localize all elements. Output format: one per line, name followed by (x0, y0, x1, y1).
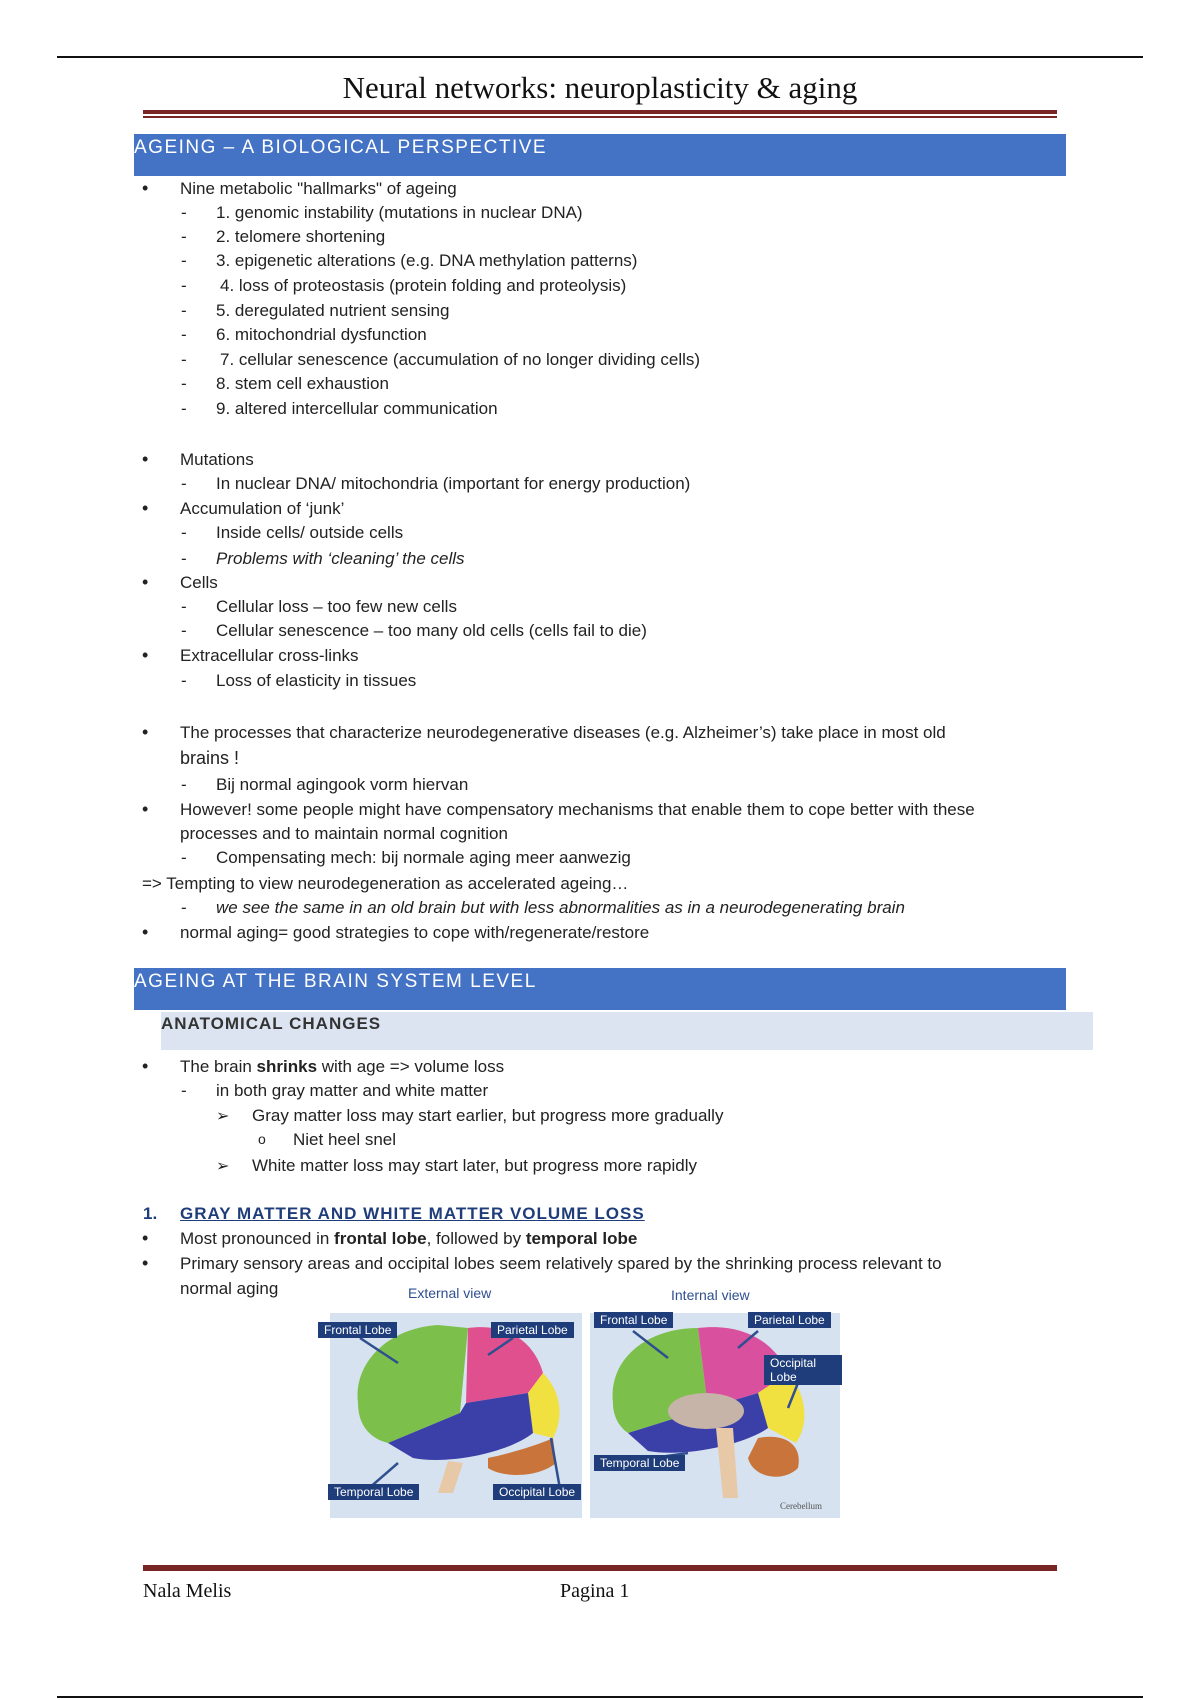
dash-icon: - (181, 276, 187, 295)
cells-sub: Cellular senescence – too many old cells (cells fail to die) (216, 621, 647, 640)
primary-line1: Primary sensory areas and occipital lobes seem relatively spared by the shrinking process relevant to (180, 1254, 942, 1273)
list-item: 9. altered intercellular communication (216, 399, 498, 418)
volume-loss-heading: GRAY MATTER AND WHITE MATTER VOLUME LOSS (180, 1204, 645, 1223)
primary-line2: normal aging (180, 1279, 279, 1298)
dash-icon: - (181, 227, 187, 246)
bullet-icon: • (142, 922, 149, 942)
frontal-lobe-bold: frontal lobe (334, 1229, 427, 1248)
section-heading-brain-system: AGEING AT THE BRAIN SYSTEM LEVEL (134, 968, 1066, 1010)
mutations-sub: In nuclear DNA/ mitochondria (important for energy production) (216, 474, 691, 493)
gray-matter-item: Gray matter loss may start earlier, but progress more gradually (252, 1106, 724, 1125)
junk-sub: Inside cells/ outside cells (216, 523, 404, 542)
page-bottom-rule (57, 1696, 1143, 1698)
dash-icon: - (181, 671, 187, 690)
shrinks-pre: The brain (180, 1057, 257, 1076)
hallmarks-intro: Nine metabolic "hallmarks" of ageing (180, 179, 457, 198)
bullet-icon: • (142, 722, 149, 742)
list-item: 7. cellular senescence (accumulation of no longer dividing cells) (220, 350, 701, 369)
dash-icon: - (181, 350, 187, 369)
list-item: 5. deregulated nutrient sensing (216, 301, 450, 320)
mutations-item: Mutations (180, 450, 254, 469)
bullet-icon: • (142, 1056, 149, 1076)
bullet-icon: • (142, 1228, 149, 1248)
shrinks-item (180, 1057, 504, 1077)
bullet-icon: • (142, 498, 149, 518)
internal-temporal-label: Temporal Lobe (594, 1455, 685, 1471)
frontal-pre: Most pronounced in (180, 1229, 335, 1248)
dash-icon: - (181, 775, 187, 794)
title-underline (143, 110, 1057, 114)
bullet-icon: • (142, 572, 149, 592)
bullet-icon: • (142, 799, 149, 819)
brain-lobes-figure (324, 1285, 842, 1520)
list-item: 3. epigenetic alterations (e.g. DNA methylation patterns) (216, 251, 638, 270)
external-view-label: External view (408, 1285, 492, 1301)
dash-icon: - (181, 549, 187, 568)
footer-author: Nala Melis (143, 1580, 232, 1602)
list-item: 4. loss of proteostasis (protein folding and proteolysis) (220, 276, 627, 295)
cells-item: Cells (180, 573, 218, 592)
internal-parietal-label: Parietal Lobe (748, 1312, 831, 1328)
parietal-lobe-label: Parietal Lobe (491, 1322, 574, 1338)
title-underline-thin (143, 116, 1057, 118)
frontal-mid: , followed by (426, 1229, 526, 1248)
however-line2: processes and to maintain normal cognition (180, 824, 508, 843)
document-title: Neural networks: neuroplasticity & aging (342, 70, 858, 105)
footer-page-number: Pagina 1 (560, 1580, 630, 1602)
heading-number: 1. (143, 1204, 158, 1223)
dash-icon: - (181, 203, 187, 222)
list-item: 2. telomere shortening (216, 227, 386, 246)
internal-occipital-label: Occipital Lobe (764, 1355, 842, 1385)
normal-aging-item: normal aging= good strategies to cope with/regenerate/restore (180, 923, 650, 942)
list-item: 1. genomic instability (mutations in nuclear DNA) (216, 203, 583, 222)
shrinks-bold: shrinks (256, 1057, 318, 1076)
gray-matter-sub: Niet heel snel (293, 1130, 397, 1149)
arrow-bullet-icon: ➢ (216, 1108, 230, 1125)
frontal-lobe-label: Frontal Lobe (318, 1322, 397, 1338)
crosslinks-sub: Loss of elasticity in tissues (216, 671, 417, 690)
dash-icon: - (181, 597, 187, 616)
processes-line2: brains ! (180, 748, 240, 768)
temporal-lobe-bold: temporal lobe (525, 1229, 638, 1248)
footer-rule (143, 1565, 1057, 1571)
bullet-icon: • (142, 1253, 149, 1273)
dash-icon: - (181, 474, 187, 493)
dash-icon: - (181, 251, 187, 270)
dash-icon: - (181, 301, 187, 320)
cerebellum-label: Cerebellum (780, 1501, 822, 1511)
shrinks-post: with age => volume loss (317, 1057, 505, 1076)
bullet-icon: • (142, 449, 149, 469)
processes-line1: The processes that characterize neurodegenerative diseases (e.g. Alzheimer’s) take place in most old (180, 723, 946, 742)
internal-frontal-label: Frontal Lobe (594, 1312, 673, 1328)
frontal-item (180, 1229, 637, 1249)
tempting-sub: we see the same in an old brain but with less abnormalities as in a neurodegenerating brain (216, 898, 905, 917)
occipital-lobe-label: Occipital Lobe (493, 1484, 581, 1500)
dash-icon: - (181, 374, 187, 393)
dash-icon: - (181, 898, 187, 917)
list-item: 8. stem cell exhaustion (216, 374, 389, 393)
dash-icon: - (181, 848, 187, 867)
subsection-heading-anatomical: ANATOMICAL CHANGES (161, 1012, 1093, 1050)
bullet-icon: • (142, 178, 149, 198)
dash-icon: - (181, 523, 187, 542)
tempting-line: => Tempting to view neurodegeneration as accelerated ageing… (142, 874, 629, 893)
dash-icon: - (181, 621, 187, 640)
internal-view-label: Internal view (671, 1287, 750, 1303)
both-matter-sub: in both gray matter and white matter (216, 1081, 489, 1100)
junk-sub-italic: Problems with ‘cleaning’ the cells (216, 549, 465, 568)
corpus-callosum-shape (668, 1393, 744, 1429)
crosslinks-item: Extracellular cross-links (180, 646, 359, 665)
arrow-bullet-icon: ➢ (216, 1158, 230, 1175)
cells-sub: Cellular loss – too few new cells (216, 597, 457, 616)
dash-icon: - (181, 399, 187, 418)
however-line1: However! some people might have compensatory mechanisms that enable them to cope better with these (180, 800, 975, 819)
temporal-lobe-label: Temporal Lobe (328, 1484, 419, 1500)
section-heading-biological: AGEING – A BIOLOGICAL PERSPECTIVE (134, 134, 1066, 176)
processes-sub: Bij normal agingook vorm hiervan (216, 775, 469, 794)
white-matter-item: White matter loss may start later, but progress more rapidly (252, 1156, 697, 1175)
bullet-icon: • (142, 645, 149, 665)
however-sub: Compensating mech: bij normale aging meer aanwezig (216, 848, 631, 867)
junk-item: Accumulation of ‘junk’ (180, 499, 345, 518)
page-top-rule (57, 56, 1143, 58)
dash-icon: - (181, 1081, 187, 1100)
dash-icon: - (181, 325, 187, 344)
list-item: 6. mitochondrial dysfunction (216, 325, 427, 344)
circle-bullet-icon: o (258, 1131, 266, 1147)
